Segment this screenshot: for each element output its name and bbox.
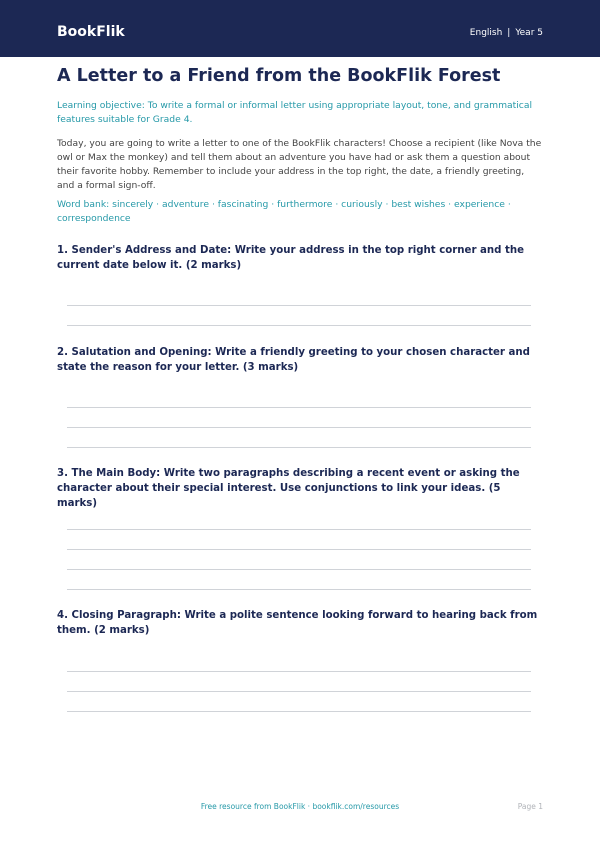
question-1: 1. Sender's Address and Date: Write your address in the top right corner and the current date below it. (2 marks): [57, 245, 525, 271]
subject-label: English: [469, 28, 503, 38]
question-3: 3. The Main Body: Write two paragraphs describing a recent event or asking the character about their special interest. Use conjunctions to link your ideas. (5 marks): [57, 468, 520, 509]
answer-line[interactable]: [67, 325, 531, 326]
answer-line[interactable]: [67, 447, 531, 448]
header-bar: [0, 0, 600, 57]
question-2: 2. Salutation and Opening: Write a friendly greeting to your chosen character and state the reason for your letter. (3 marks): [57, 347, 530, 373]
answer-line[interactable]: [67, 711, 531, 712]
subject-year-label: [470, 26, 543, 40]
question-4: 4. Closing Paragraph: Write a polite sentence looking forward to hearing back from them. (2 marks): [57, 610, 538, 636]
answer-line[interactable]: [67, 691, 531, 692]
answer-line[interactable]: [67, 671, 531, 672]
answer-line[interactable]: [67, 427, 531, 428]
intro-paragraph: Today, you are going to write a letter to one of the BookFlik characters! Choose a recipient (like Nova the owl or Max the monkey) and tell them about an adventure you have had or ask them a question about their favorite hobby. Remember to include your address in the top right, the date, a friendly greeting, and a formal sign-off.: [57, 138, 542, 191]
answer-line[interactable]: [67, 589, 531, 590]
brand-logo-text: BookFlik: [57, 24, 125, 40]
answer-line[interactable]: [67, 305, 531, 306]
answer-line[interactable]: [67, 407, 531, 408]
word-bank: Word bank: sincerely · adventure · fascinating · furthermore · curiously · best wishes · experience · correspondence: [57, 199, 511, 224]
header-separator: |: [507, 28, 511, 38]
footer-source: Free resource from BookFlik · bookflik.com/resources: [200, 802, 400, 811]
page-number: Page 1: [517, 802, 543, 811]
answer-line[interactable]: [67, 549, 531, 550]
year-label: Year 5: [515, 28, 543, 38]
answer-line[interactable]: [67, 569, 531, 570]
answer-line[interactable]: [67, 529, 531, 530]
learning-objective: Learning objective: To write a formal or informal letter using appropriate layout, tone, and grammatical features suitable for Grade 4.: [57, 100, 533, 125]
worksheet-title: A Letter to a Friend from the BookFlik Forest: [57, 66, 501, 86]
